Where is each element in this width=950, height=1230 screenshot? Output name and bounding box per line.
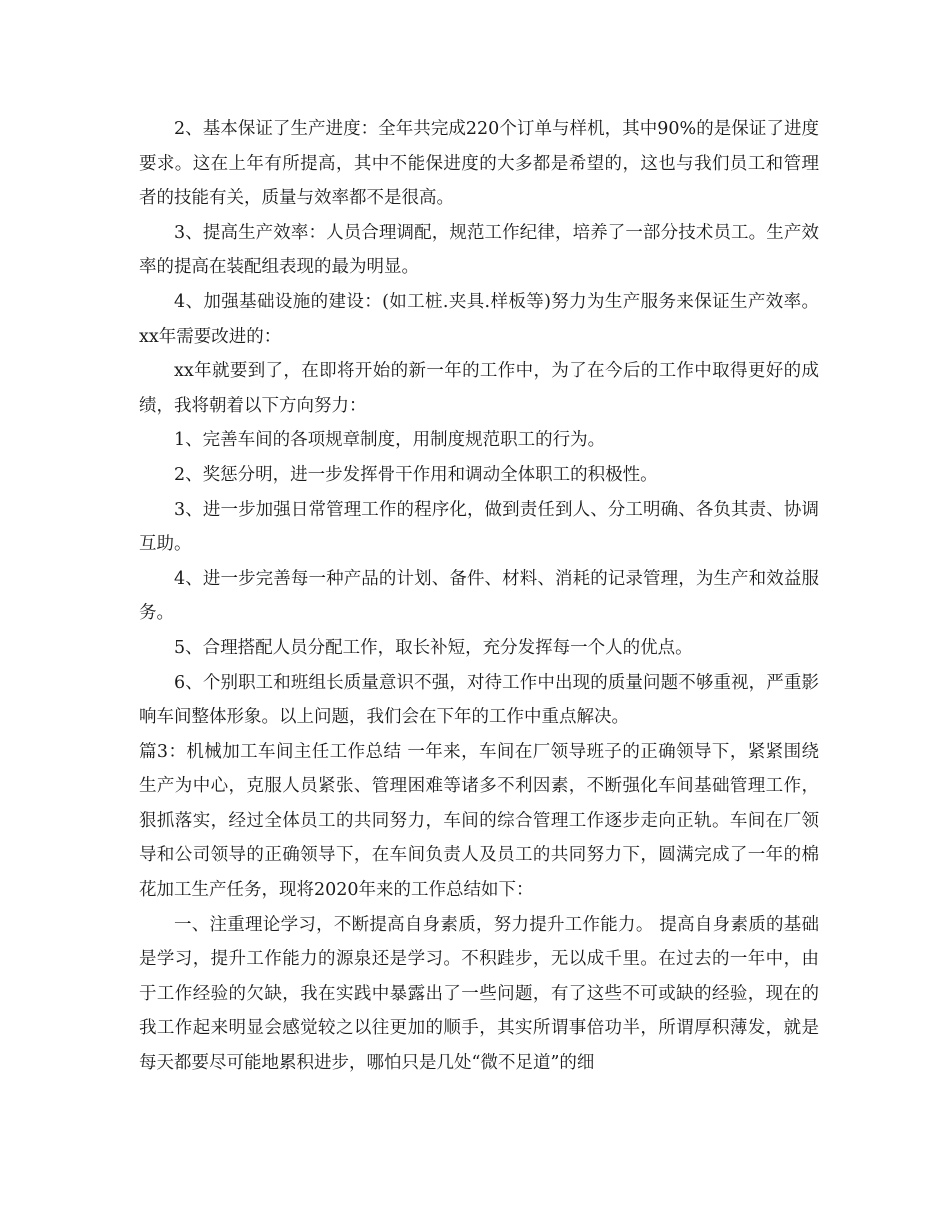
list-item-staffing: 5、合理搭配人员分配工作，取长补短，充分发挥每一个人的优点。 [174,637,693,658]
list-item-daily-management: 3、进一步加强日常管理工作的程序化，做到责任到人、分工明确、各负其责、协调互助。 [139,499,819,555]
paragraph-production-progress: 2、基本保证了生产进度：全年共完成220个订单与样机，其中90%的是保证了进度要求。这在上年有所提高，其中不能保进度的大多都是希望的，这也与我们员工和管理者的技能有关，质量与效率都不是很高。 [139,119,819,209]
paragraph-theory-study: 一、注重理论学习，不断提高自身素质，努力提升工作能力。 提高自身素质的基础是学习，提升工作能力的源泉还是学习。不积跬步，无以成千里。在过去的一年中，由于工作经验的欠缺，我在实践中暴露出了一些问题，有了这些不可或缺的经验，现在的我工作起来明显会感觉较之以往更加的顺手，其实所谓事倍功半，所谓厚积薄发，就是每天都要尽可能地累积进步，哪怕只是几处“微不足道”的细 [139,914,819,1074]
paragraph-infrastructure: 4、加强基础设施的建设：(如工桩.夹具.样板等)努力为生产服务来保证生产效率。 xx年需要改进的： [139,291,819,347]
list-item-quality: 6、个别职工和班组长质量意识不强，对待工作中出现的质量问题不够重视，严重影响车间整体形象。以上问题，我们会在下年的工作中重点解决。 [139,672,819,728]
list-item-rewards: 2、奖惩分明，进一步发挥骨干作用和调动全体职工的积极性。 [174,464,658,485]
list-item-records: 4、进一步完善每一种产品的计划、备件、材料、消耗的记录管理，为生产和效益服务。 [139,568,819,624]
section-heading-chapter-3: 篇3：机械加工车间主任工作总结 一年来，车间在厂领导班子的正确领导下，紧紧围绕生产为中心，克服人员紧张、管理困难等诸多不利因素，不断强化车间基础管理工作，狠抓落实，经过全体员工的共同努力，车间的综合管理工作逐步走向正轨。车间在厂领导和公司领导的正确领导下，在车间负责人及员工的共同努力下，圆满完成了一年的棉花加工生产任务，现将2020年来的工作总结如下： [139,741,819,901]
paragraph-production-efficiency: 3、提高生产效率：人员合理调配，规范工作纪律，培养了一部分技术员工。生产效率的提高在装配组表现的最为明显。 [139,222,819,278]
paragraph-next-year-intro: xx年就要到了，在即将开始的新一年的工作中，为了在今后的工作中取得更好的成绩，我将朝着以下方向努力： [139,361,819,416]
list-item-rules: 1、完善车间的各项规章制度，用制度规范职工的行为。 [174,430,606,451]
document-body [139,112,819,1081]
